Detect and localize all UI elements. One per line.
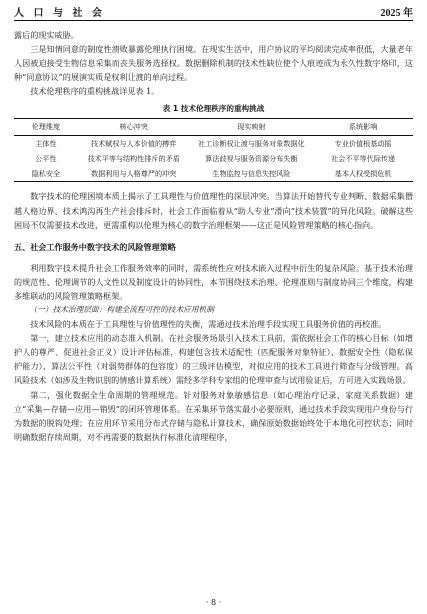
running-header	[14, 4, 413, 20]
table-cell: 数据利用与人格尊严的冲突	[78, 166, 190, 182]
table-row	[14, 136, 413, 152]
table-cell: 基本人权受损危机	[313, 166, 413, 182]
table-cell: 算法歧视与服务资源分布失衡	[205, 153, 298, 163]
paragraph-access-mechanism: 第一，建立技术应用的动态准入机制。在社会服务场景引入技术工具前，需依据社会工作的核心目标（如增护人的尊严、促进社会正义）设计评估标准，构建包含技术适配性（匹配服务对象特征）、数据安全性（隐私保护能力）、算法公平性（对弱势群体的包容度）的三级评估模型，对拟应用的技术工具进行筛查与分级管理。高风险技术（如涉及生物识别的情感计算系统）需经多学科专家组的伦理审查与试用验证后，方可进入实践场景。	[14, 333, 413, 386]
table-header-cell: 现实映射	[190, 119, 314, 136]
table-cell: 技术平等与结构性排斥的矛盾	[87, 153, 180, 163]
paragraph-data-lifecycle: 第二，强化数据全生命周期的管理规范。针对服务对象敏感信息（如心理治疗记录、家庭关系数据）建立“采集—存储—应用—销毁”的闭环管理体系。在采集环节落实最小必要原则，通过技术手段实现用户身份与行为数据的脱钩处理；在应用环节采用分布式存储与隐私计算技术，确保原始数据始终处于本地化可控状态；同时明确数据存续周期，对不再需要的数据执行标准化清理程序，	[14, 389, 413, 442]
table-cell: 社工诊断权让渡与服务对象数据化	[198, 138, 305, 148]
table-caption: 表 1 技术伦理秩序的重构挑战	[162, 104, 265, 114]
journal-title: 人 口 与 社 会	[14, 8, 105, 19]
paragraph-section-intro: 利用数字技术提升社会工作服务效率的同时，需系统性应对技术嵌入过程中衍生的复杂风险。基于技术治理的规范性、伦理调节的人文性以及制度设计的协同性，本节围绕技术治理、伦理准则与制度协同三个维度，构建多维联动的风险管理策略框架。	[14, 262, 413, 301]
table-cell: 隐私安全	[14, 166, 78, 182]
table-cell: 技术赋权与人本价值的搏弈	[91, 138, 177, 148]
ethics-table	[14, 118, 413, 182]
header-rule	[14, 20, 413, 21]
table-header-cell: 核心冲突	[78, 119, 190, 136]
table-header-cell: 系统影响	[313, 119, 413, 136]
subsection-heading: （一）技术治理层面：构建全流程可控的技术应用机制	[29, 305, 214, 315]
paragraph-table-reference: 技术伦理秩序的重构挑战详见表 1。	[30, 86, 160, 97]
section-heading: 五、社会工作服务中数字技术的风险管理策略	[14, 241, 176, 252]
paragraph-ethics-summary: 数字技术的伦理困境本质上揭示了工具理性与价值理性的深层冲突。当算法开始替代专业判断、数据采集僭越人格边界、技术鸿沟再生产社会排斥时，社会工作面临着从“助人专业”滑向“技术装置”的异化风险。破解这些困局不仅需要技术改进，更需重构以伦理为核心的数字治理框架——这正是风险管理策略的核心指向。	[14, 191, 413, 230]
table-header-row	[14, 119, 413, 136]
table-header-cell: 伦理维度	[14, 119, 78, 136]
table-cell: 主体性	[35, 138, 57, 148]
table-row	[14, 151, 413, 166]
publication-year: 2025 年	[380, 8, 413, 19]
table-row	[14, 166, 413, 182]
paragraph-informed-consent: 三是知情同意的制度性溃败暴露伦理执行困境。在现实生活中，用户协议的平均阅读完成率很低，大量老年人因被迫接受生物信息采集而丧失服务选择权。数据删除机制的技术性缺位使个人痕迹成为永久性数字烙印，这种“同意协议”的展演实质是权利让渡的单向过程。	[14, 44, 413, 83]
table-cell: 社会不平等代际传递	[331, 153, 396, 163]
article-body	[14, 28, 413, 444]
table-cell: 专业价值根基动摇	[334, 138, 392, 148]
table-cell: 公平性	[35, 153, 57, 163]
page-number: · 8 ·	[205, 598, 222, 607]
paragraph-continuation: 露后的现实威胁。	[14, 30, 79, 40]
table-cell: 生物监控与信息失控风险	[190, 166, 314, 182]
paragraph-tech-risk: 技术风险的本质在于工具理性与价值理性的失衡，需通过技术治理手段实现工具服务价值的再校准。	[30, 319, 387, 330]
